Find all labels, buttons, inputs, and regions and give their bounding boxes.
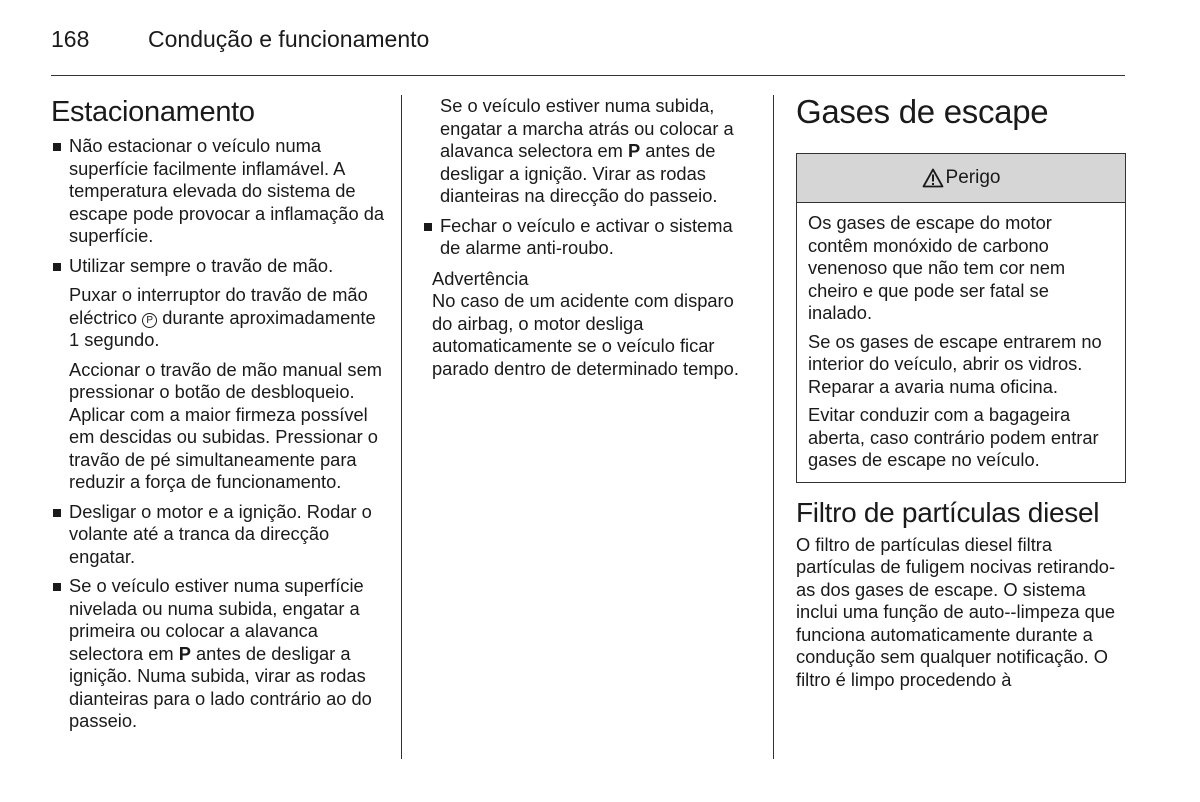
danger-body: [797, 203, 1125, 482]
list-item: [51, 575, 386, 733]
subsection-heading-diesel-filter: Filtro de partículas diesel: [796, 496, 1100, 528]
paragraph-diesel-filter: O filtro de partículas diesel filtra partículas de fuligem nocivas retirando-as dos gases de escape. O sistema inclui uma função de auto--limpeza que funciona automaticamente durante a condução sem qualquer notificação. O filtro é limpo procedendo à: [796, 533, 1116, 690]
column-2: [422, 95, 757, 380]
section-heading-estacionamento: Estacionamento: [51, 96, 255, 128]
parking-brake-icon: P: [142, 313, 157, 328]
lock-bullet-list: [422, 215, 757, 260]
danger-title: Perigo: [945, 166, 1001, 188]
column-1: [51, 95, 386, 740]
danger-paragraph: Evitar conduzir com a bagageira aberta, caso contrário podem entrar gases de escape no veículo.: [808, 404, 1099, 470]
selector-position-label: P: [628, 140, 641, 161]
warning-triangle-icon: [922, 168, 944, 188]
note-body: No caso de um acidente com disparo do airbag, o motor desliga automaticamente se o veículo ficar parado dentro de determinado tempo.: [432, 290, 739, 379]
paragraph-manual-brake: Accionar o travão de mão manual sem pressionar o botão de desbloqueio. Aplicar com a maior firmeza possível em descidas ou subidas. Pressionar o travão de pé simultaneamente para reduzir a força de funcionamento.: [69, 358, 382, 492]
header-divider: [51, 75, 1125, 76]
section-heading-gases: Gases de escape: [796, 93, 1049, 130]
text-span: Puxar o interruptor do travão de mão eléctrico: [69, 284, 368, 328]
chapter-title: Condução e funcionamento: [148, 26, 430, 52]
page-number: 168: [51, 26, 90, 52]
text-span: durante aproximadamente 1 segundo.: [69, 306, 376, 350]
danger-paragraph: Se os gases de escape entrarem no interior do veículo, abrir os vidros. Reparar a avaria numa oficina.: [808, 330, 1102, 397]
column-divider-2: [773, 95, 774, 759]
selector-position-label: P: [178, 642, 191, 664]
paragraph-electric-brake: [51, 284, 386, 352]
text-span: Se o veículo estiver numa superfície nivelada ou numa subida, engatar a primeira ou colocar a alavanca selectora em: [69, 575, 364, 664]
list-item: Utilizar sempre o travão de mão.: [51, 255, 386, 278]
column-3: [796, 92, 1126, 698]
column-divider-1: [401, 95, 402, 759]
text-span: antes de desligar a ignição. Numa subida, virar as rodas dianteiras para o lado contrário ao do passeio.: [69, 642, 372, 731]
danger-box: [796, 153, 1126, 483]
paragraph-uphill: [422, 95, 757, 208]
parking-bullet-list-2: [51, 501, 386, 733]
danger-paragraph: Os gases de escape do motor contêm monóxido de carbono venenoso que não tem cor nem cheiro e que pode ser fatal se inalado.: [808, 212, 1066, 323]
note-title: Advertência: [432, 267, 529, 289]
list-item: Desligar o motor e a ignição. Rodar o volante até a tranca da direcção engatar.: [51, 501, 386, 569]
danger-header: [797, 154, 1125, 203]
text-span: Se o veículo estiver numa subida, engatar a marcha atrás ou colocar a alavanca selectora em: [440, 95, 734, 161]
list-item: Fechar o veículo e activar o sistema de alarme anti-roubo.: [422, 215, 757, 260]
parking-bullet-list: [51, 135, 386, 277]
text-span: antes de desligar a ignição. Virar as rodas dianteiras na direcção do passeio.: [440, 140, 718, 206]
list-item: Não estacionar o veículo numa superfície facilmente inflamável. A temperatura elevada do sistema de escape pode provocar a inflamação da superfície.: [51, 135, 386, 248]
